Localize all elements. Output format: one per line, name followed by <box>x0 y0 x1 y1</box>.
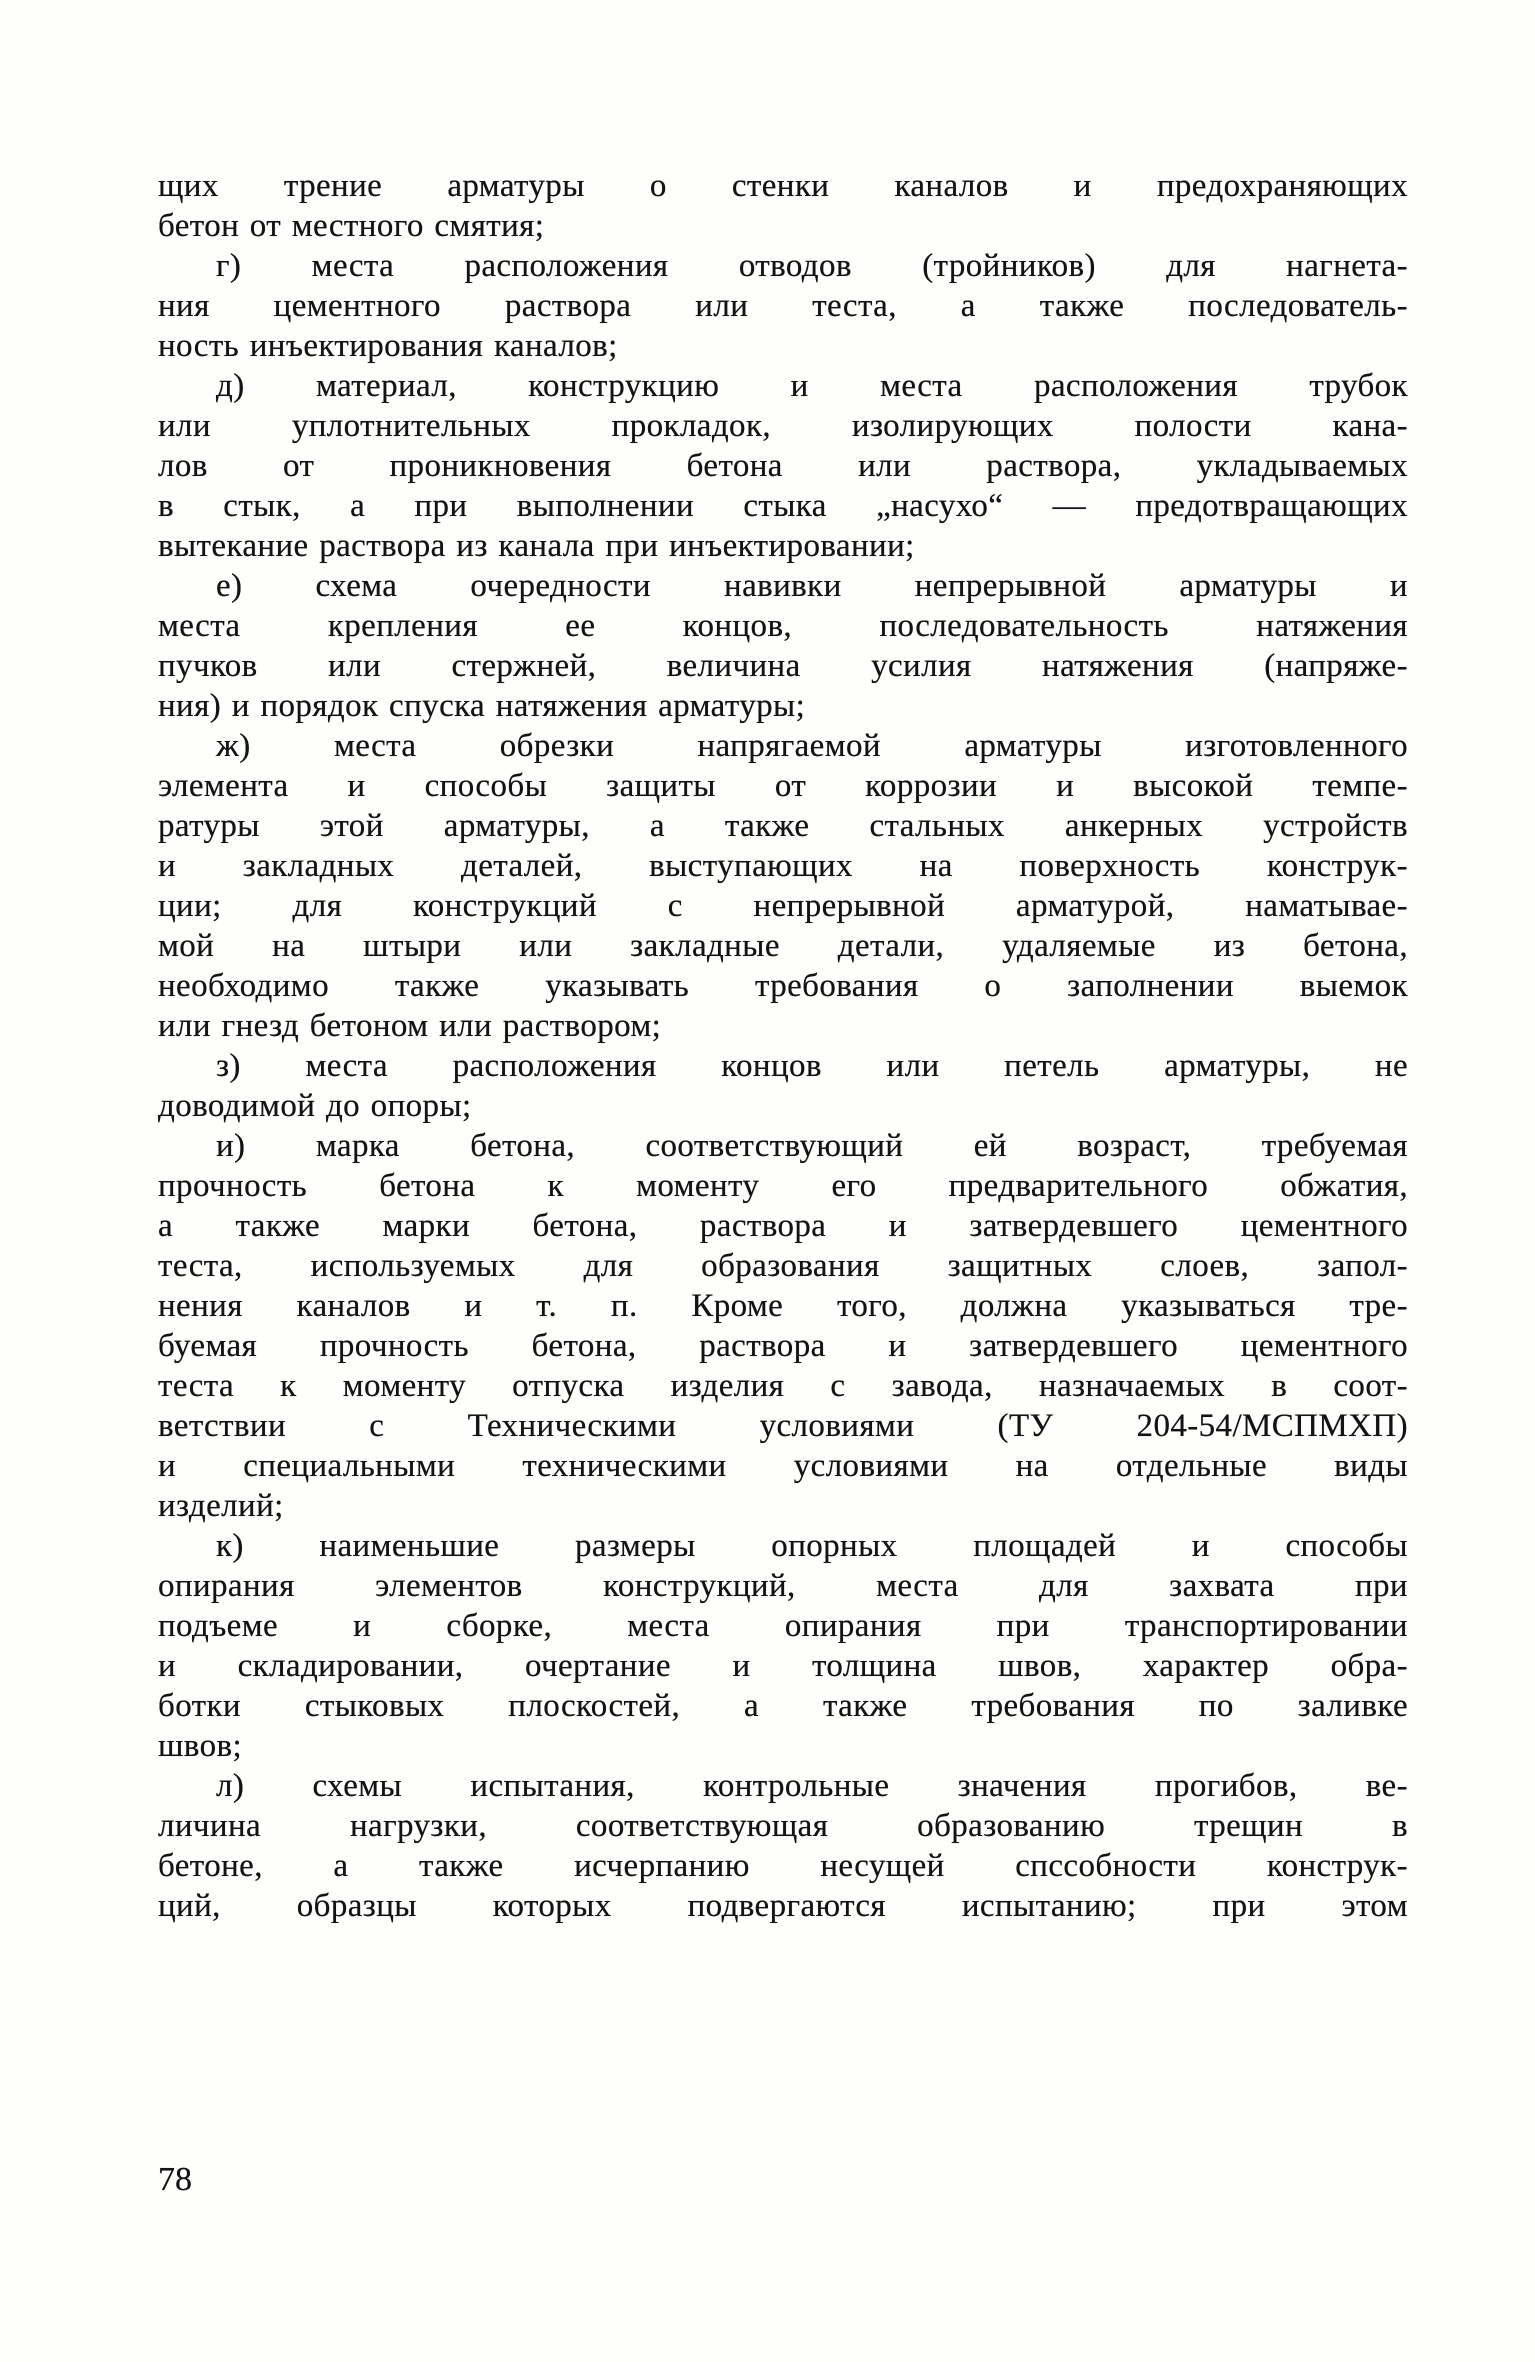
text-line: или уплотнительных прокладок, изолирующих полости кана- <box>158 408 1408 444</box>
text-line: личина нагрузки, соответствующая образованию трещин в <box>158 1808 1408 1844</box>
text-line: е) схема очередности навивки непрерывной арматуры и <box>216 568 1408 604</box>
text-line: нения каналов и т. п. Кроме того, должна указываться тре- <box>158 1288 1408 1324</box>
text-line: буемая прочность бетона, раствора и затвердевшего цементного <box>158 1328 1408 1364</box>
text-line: лов от проникновения бетона или раствора, укладываемых <box>158 448 1408 484</box>
text-line: и) марка бетона, соответствующий ей возраст, требуемая <box>216 1128 1408 1164</box>
text-line: вытекание раствора из канала при инъектировании; <box>158 528 915 564</box>
text-line: или гнезд бетоном или раствором; <box>158 1008 662 1044</box>
text-line: ботки стыковых плоскостей, а также требования по заливке <box>158 1688 1408 1724</box>
text-line: и специальными техническими условиями на отдельные виды <box>158 1448 1408 1484</box>
text-line: и закладных деталей, выступающих на поверхность конструк- <box>158 848 1408 884</box>
text-line: г) места расположения отводов (тройников) для нагнета- <box>216 248 1408 284</box>
text-line: доводимой до опоры; <box>158 1088 472 1124</box>
text-line: ветствии с Техническими условиями (ТУ 204-54/МСПМХП) <box>158 1408 1408 1444</box>
text-block <box>158 166 1408 1926</box>
text-line: ратуры этой арматуры, а также стальных анкерных устройств <box>158 808 1408 844</box>
text-line: а также марки бетона, раствора и затвердевшего цементного <box>158 1208 1408 1244</box>
text-line: изделий; <box>158 1488 284 1524</box>
text-line: и складировании, очертание и толщина швов, характер обра- <box>158 1648 1408 1684</box>
text-line: элемента и способы защиты от коррозии и высокой темпе- <box>158 768 1408 804</box>
text-line: подъеме и сборке, места опирания при транспортировании <box>158 1608 1408 1644</box>
text-line: л) схемы испытания, контрольные значения прогибов, ве- <box>216 1768 1408 1804</box>
text-line: теста к моменту отпуска изделия с завода, назначаемых в соот- <box>158 1368 1408 1404</box>
text-line: щих трение арматуры о стенки каналов и предохраняющих <box>158 168 1408 204</box>
text-line: пучков или стержней, величина усилия натяжения (напряже- <box>158 648 1408 684</box>
text-line: прочность бетона к моменту его предварительного обжатия, <box>158 1168 1408 1204</box>
text-line: ций, образцы которых подвергаются испытанию; при этом <box>158 1888 1408 1924</box>
text-line: д) материал, конструкцию и места расположения трубок <box>216 368 1408 404</box>
text-line: к) наименьшие размеры опорных площадей и способы <box>216 1528 1408 1564</box>
text-line: опирания элементов конструкций, места для захвата при <box>158 1568 1408 1604</box>
page-number: 78 <box>158 2161 192 2198</box>
text-line: необходимо также указывать требования о заполнении выемок <box>158 968 1408 1004</box>
text-line: з) места расположения концов или петель арматуры, не <box>216 1048 1408 1084</box>
text-line: швов; <box>158 1728 243 1764</box>
text-line: ции; для конструкций с непрерывной арматурой, наматывае- <box>158 888 1408 924</box>
text-line: места крепления ее концов, последовательность натяжения <box>158 608 1408 644</box>
text-line: бетоне, а также исчерпанию несущей спссобности конструк- <box>158 1848 1408 1884</box>
text-line: ния цементного раствора или теста, а также последователь- <box>158 288 1408 324</box>
text-line: мой на штыри или закладные детали, удаляемые из бетона, <box>158 928 1408 964</box>
text-line: бетон от местного смятия; <box>158 208 545 244</box>
text-line: ж) места обрезки напрягаемой арматуры изготовленного <box>216 728 1408 764</box>
text-line: в стык, а при выполнении стыка „насухо“ — предотвращающих <box>158 488 1408 524</box>
text-line: ния) и порядок спуска натяжения арматуры; <box>158 688 806 724</box>
text-line: теста, используемых для образования защитных слоев, запол- <box>158 1248 1408 1284</box>
text-line: ность инъектирования каналов; <box>158 328 618 364</box>
